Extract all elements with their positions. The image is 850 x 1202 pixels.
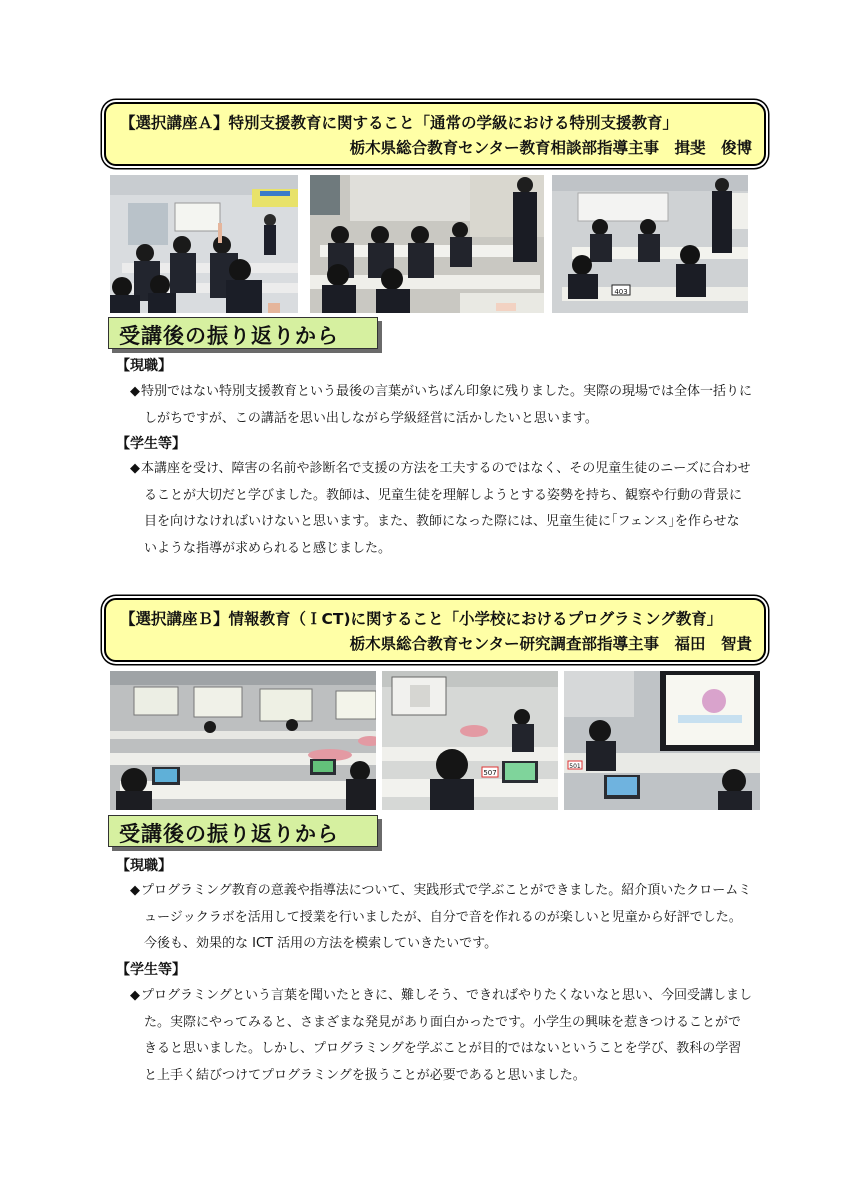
reflection-heading-a [108, 317, 378, 349]
bullet-icon: ◆ [130, 384, 140, 399]
section-b-current-body: プログラミング教育の意義や指導法について、実践形式で学ぶことができました。紹介頂いたクロームミュージックラボを活用して授業を行いましたが、自分で音を作れるのが楽しいと児童から好評でした。今後も、効果的な ICT 活用の方法を模索していきたいです。 [141, 883, 752, 951]
section-a-student-body: 本講座を受け、障害の名前や診断名で支援の方法を工夫するのではなく、その児童生徒のニーズに合わせることが大切だと学びました。教師は、児童生徒を理解しようとする姿勢を持ち、観察や行動の背景に目を向けなければいけないと思います。また、教師になった際には、児童生徒に｢フェンス｣を作らせないような指導が求められると感じました。 [141, 461, 751, 556]
section-a-current-text [130, 379, 752, 432]
desk-number-501: 501 [569, 763, 581, 770]
bullet-icon: ◆ [130, 461, 140, 476]
desk-number-403: 403 [614, 288, 628, 296]
section-b-student-label: 【学生等】 [116, 962, 186, 978]
reflection-heading-b [108, 815, 378, 847]
reflection-heading-a-text: 受講後の振り返りから [119, 324, 339, 348]
course-b-photo-2 [382, 671, 558, 810]
course-b-banner [104, 598, 766, 662]
desk-number-507: 507 [483, 769, 497, 777]
course-a-title: 【選択講座Ａ】特別支援教育に関すること「通常の学級における特別支援教育」 [120, 114, 679, 132]
course-b-presenter: 栃木県総合教育センター研究調査部指導主事 福田 智貴 [349, 635, 752, 653]
course-b-photo-1 [110, 671, 376, 810]
section-a-current-body: 特別ではない特別支援教育という最後の言葉がいちばん印象に残りました。実際の現場では全体一括りにしがちですが、この講話を思い出しながら学級経営に活かしたいと思います。 [141, 384, 753, 426]
course-a-photo-1 [110, 175, 298, 313]
section-b-current-label: 【現職】 [116, 858, 172, 874]
course-a-banner [104, 102, 766, 166]
section-a-current-label: 【現職】 [116, 358, 172, 374]
bullet-icon: ◆ [130, 988, 140, 1003]
section-a-student-label: 【学生等】 [116, 436, 186, 452]
course-a-photo-3 [552, 175, 748, 313]
section-b-current-text [130, 878, 752, 958]
reflection-heading-b-text: 受講後の振り返りから [119, 822, 339, 846]
section-b-student-text [130, 983, 752, 1089]
section-b-student-body: プログラミングという言葉を聞いたときに、難しそう、できればやりたくないなと思い、今回受講しました。実際にやってみると、さまざまな発見があり面白かったです。小学生の興味を惹きつけることができると思いました。しかし、プログラミングを学ぶことが目的ではないということを学び、教科の学習と上手く結びつけてプログラミングを扱うことが必要であると思いました。 [141, 988, 753, 1083]
course-a-photo-2 [310, 175, 544, 313]
course-b-title: 【選択講座Ｂ】情報教育（ＩCT)に関すること「小学校におけるプログラミング教育」 [120, 610, 723, 628]
course-a-presenter: 栃木県総合教育センター教育相談部指導主事 揖斐 俊博 [349, 139, 752, 157]
bullet-icon: ◆ [130, 883, 140, 898]
course-b-photo-3 [564, 671, 760, 810]
section-a-student-text [130, 456, 752, 562]
